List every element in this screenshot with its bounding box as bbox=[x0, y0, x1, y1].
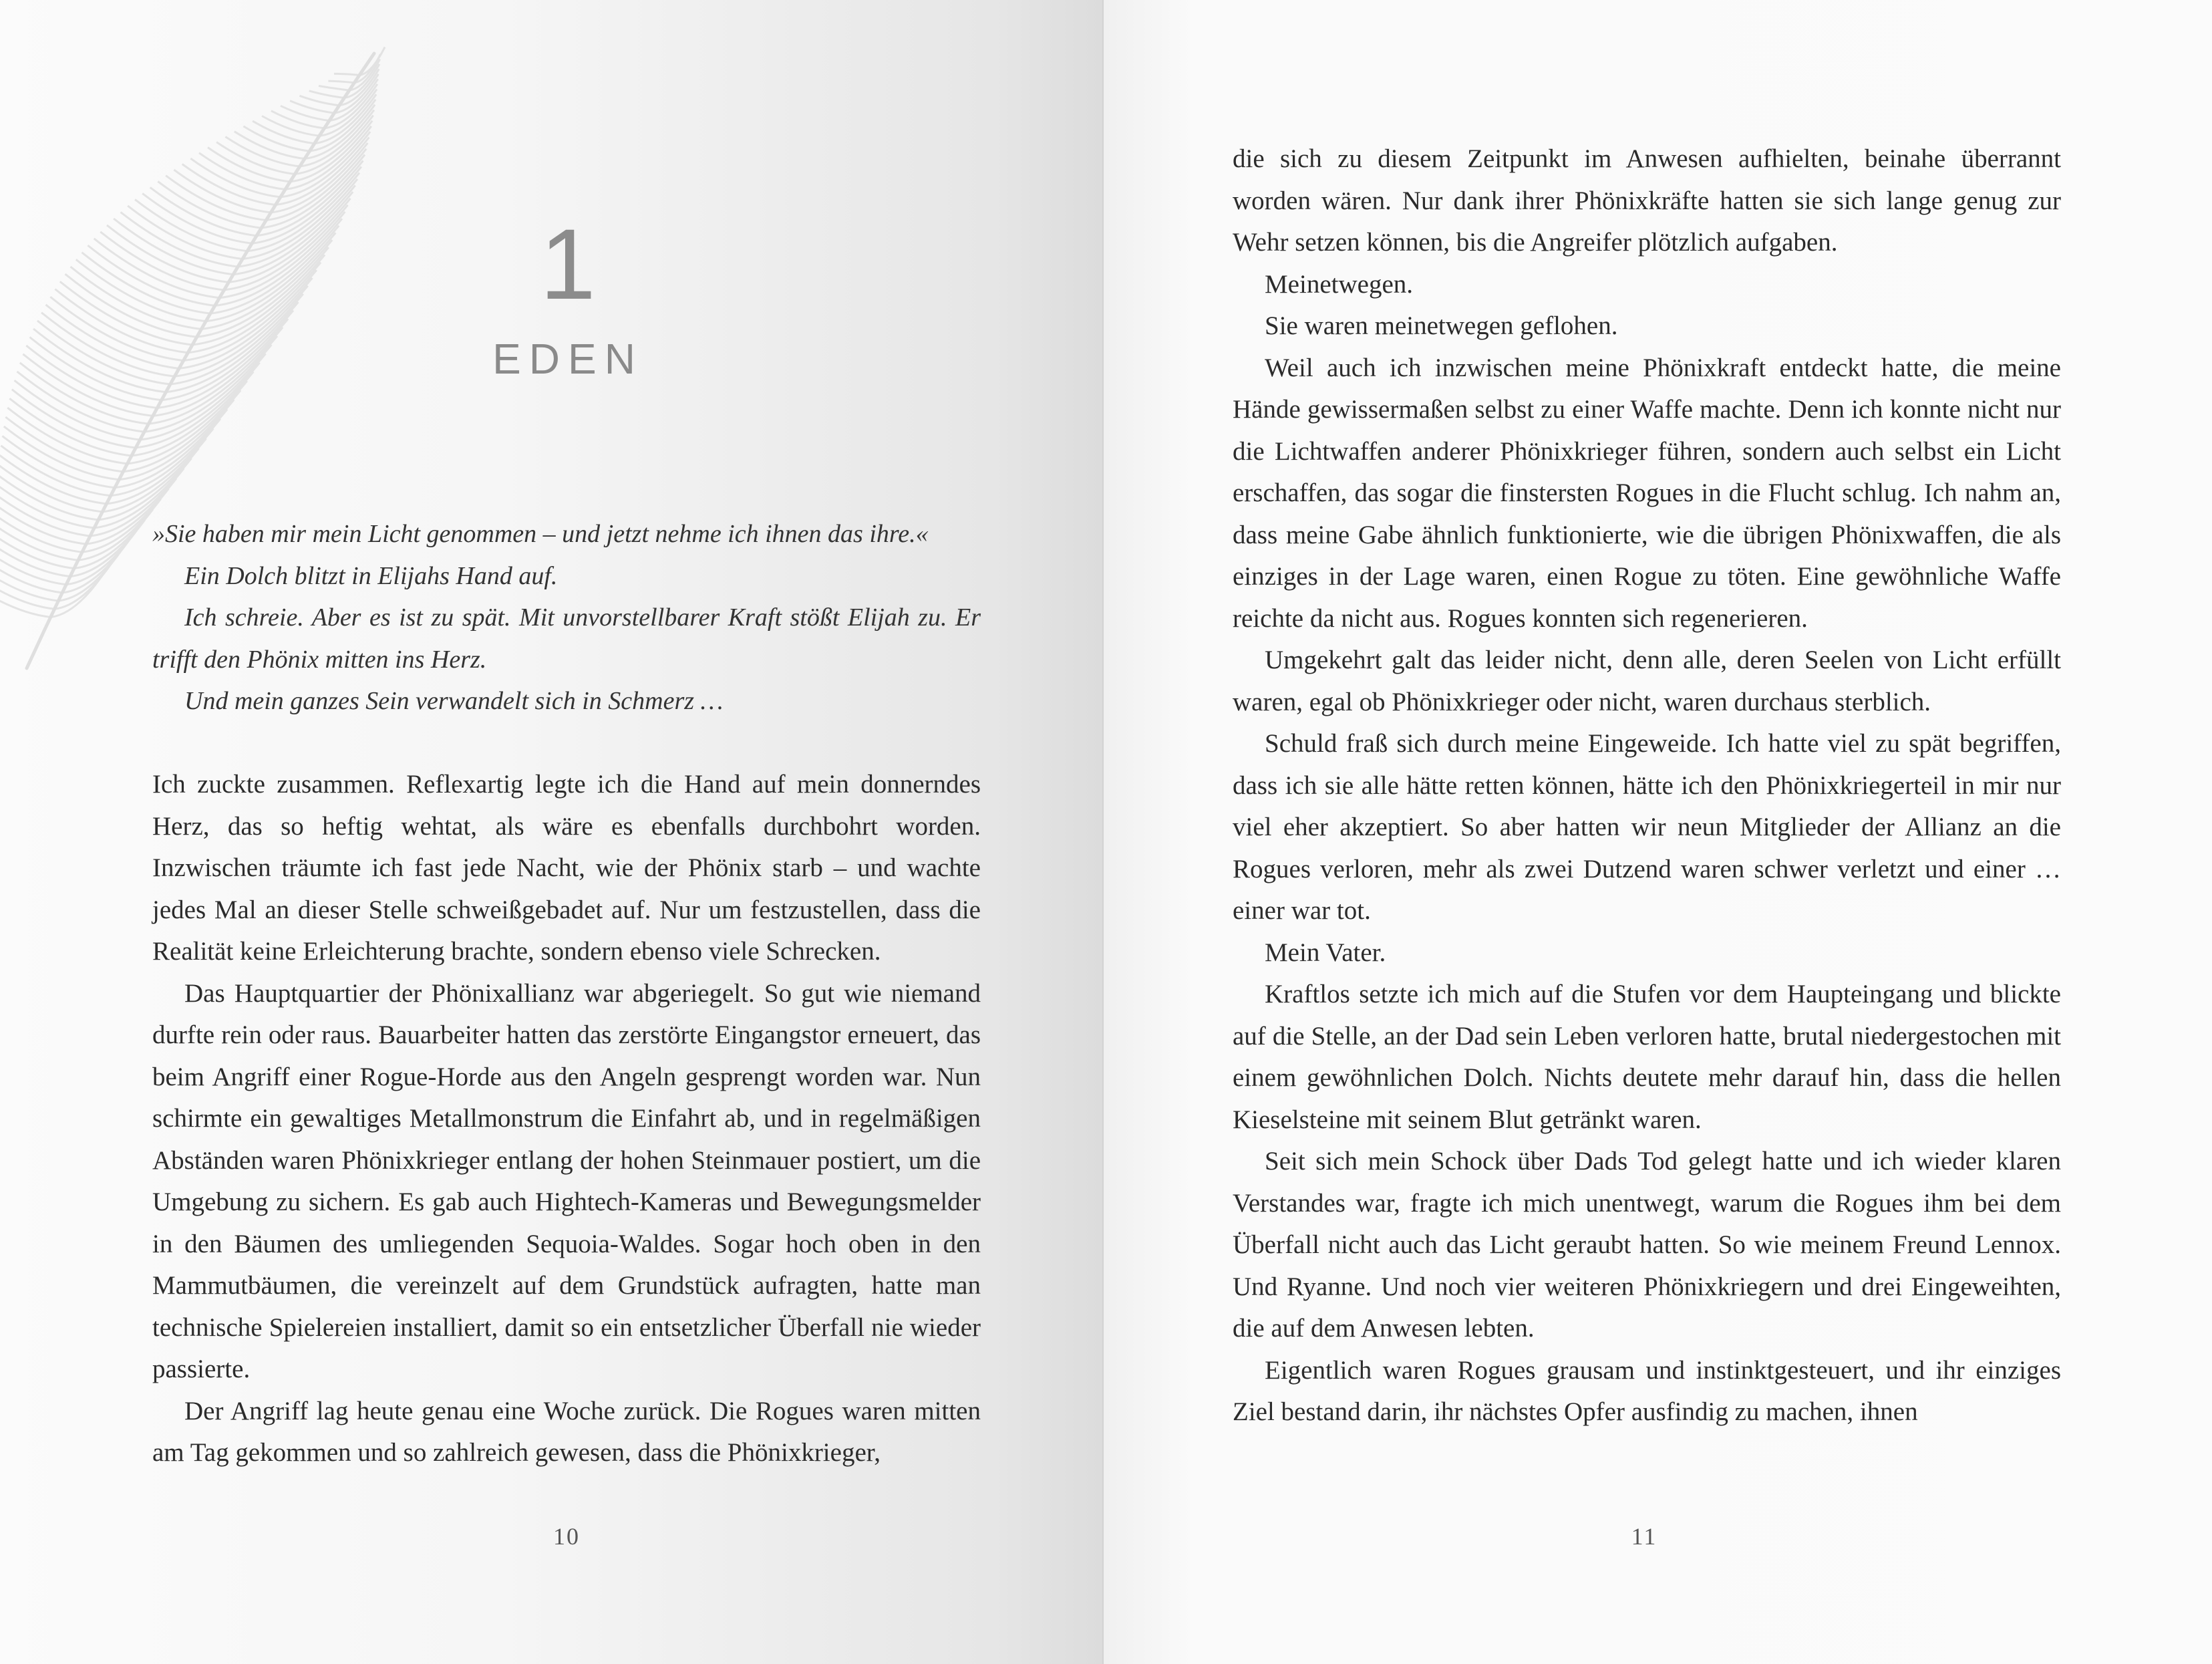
paragraph: Der Angriff lag heute genau eine Woche zurück. Die Rogues waren mitten am Tag gekommen und so zahlreich gewesen, dass die Phönixkrieger, bbox=[152, 1396, 981, 1467]
feather-barb bbox=[334, 74, 359, 75]
epigraph-line: Ich schreie. Aber es ist zu spät. Mit unvorstellbarer Kraft stößt Elijah zu. Er trifft den Phönix mitten ins Herz. bbox=[152, 603, 981, 674]
feather-barb bbox=[0, 536, 74, 568]
paragraph: Weil auch ich inzwischen meine Phönixkraft entdeckt hatte, die meine Hände gewissermaßen selbst zu einer Waffe machte. Denn ich konnte nicht nur die Lichtwaffen anderer Phönixkrieger führen, sondern auch selbst ein Licht erschaffen, das sogar die finstersten Rogues in die Flucht schlug. Ich nahm an, dass meine Gabe ähnlich funktionierte, wie die übrigen Phönixwaffen, die als einziges in der Lage waren, einen Rogue zu töten. Eine gewöhnliche Waffe reichte da nicht aus. Rogues konnten sich regenerieren. bbox=[1233, 353, 2061, 633]
feather-barb bbox=[0, 547, 70, 577]
paragraph: Eigentlich waren Rogues grausam und instinktgesteuert, und ihr einziges Ziel bestand darin, ihr nächstes Opfer ausfindig zu machen, ihnen bbox=[1233, 1355, 2061, 1426]
epigraph-line: Ein Dolch blitzt in Elijahs Hand auf. bbox=[184, 561, 558, 590]
paragraph: Kraftlos setzte ich mich auf die Stufen vor dem Haupteingang und blickte auf die Stelle, an der Dad sein Leben verloren hatte, brutal niedergestochen mit einem gewöhnlichen Dolch. Nichts deutete mehr darauf hin, dass die hellen Kieselsteine mit seinem Blut getränkt waren. bbox=[1233, 980, 2061, 1134]
right-body-text bbox=[1233, 138, 2061, 1433]
epigraph-line: »Sie haben mir mein Licht genommen – und jetzt nehme ich ihnen das ihre.« bbox=[152, 520, 929, 548]
paragraph: Sie waren meinetwegen geflohen. bbox=[1265, 311, 1618, 340]
epigraph bbox=[152, 513, 981, 722]
feather-barb bbox=[0, 567, 62, 593]
paragraph: Das Hauptquartier der Phönixallianz war abgeriegelt. So gut wie niemand durfte rein oder raus. Bauarbeiter hatten das zerstörte Eingangstor erneuert, das beim Angriff einer Rogue-Horde aus den Angeln gesprengt worden war. Nun schirmte ein gewaltiges Metallmonstrum die Einfahrt ab, und in regelmäßigen Abständen waren Phönixkrieger entlang der hohen Steinmauer postiert, um die Umgebung zu sichern. Es gab auch Hightech-Kameras und Bewegungsmelder in den Bäumen des umliegenden Sequoia-Waldes. Sogar hoch oben in den Mammutbäumen, die vereinzelt auf dem Grundstück aufragten, hatte man technische Spielereien installiert, damit so ein entsetzlicher Überfall nie wieder passierte. bbox=[152, 978, 981, 1383]
feather-barb bbox=[328, 81, 354, 83]
left-body-text bbox=[152, 764, 981, 1474]
right-page bbox=[1104, 0, 2212, 1664]
page-number-left: 10 bbox=[553, 1523, 580, 1550]
chapter-number: 1 bbox=[540, 208, 596, 320]
feather-barb bbox=[319, 86, 349, 91]
epigraph-line: Und mein ganzes Sein verwandelt sich in Schmerz … bbox=[184, 687, 724, 715]
feather-barb bbox=[225, 137, 299, 166]
feather-barb bbox=[234, 132, 305, 159]
paragraph: Meinetwegen. bbox=[1265, 269, 1414, 299]
feather-barb bbox=[150, 187, 257, 235]
feather-barb bbox=[243, 126, 309, 151]
paragraph: Schuld fraß sich durch meine Eingeweide. Ich hatte viel zu spät begriffen, dass ich sie alle hätte retten können, hätte ich den Phönixkriegerteil in mir nur viel eher akzeptiert. So aber hatten wir neun Mitglieder der Allianz an die Rogues verloren, mehr als zwei Dutzend waren schwer verletzt und einer … einer war tot. bbox=[1233, 729, 2061, 925]
paragraph: Umgekehrt galt das leider nicht, denn alle, deren Seelen von Licht erfüllt waren, egal ob Phönixkrieger oder nicht, waren durchaus sterblich. bbox=[1233, 646, 2061, 716]
feather-barb bbox=[216, 142, 295, 174]
feather-barb bbox=[142, 193, 252, 243]
paragraph: Seit sich mein Schock über Dads Tod gelegt hatte und ich wieder klaren Verstandes war, fragte ich mich unentwegt, warum die Rogues ihm bei dem Überfall nicht auch das Licht geraubt hatten. So wie meinem Freund Lennox. Und Ryanne. Und noch vier weiteren Phönixkriegern und drei Eingeweihten, die auf dem Anwesen lebten. bbox=[1233, 1147, 2061, 1343]
feather-barb bbox=[309, 91, 345, 98]
chapter-title: EDEN bbox=[492, 335, 643, 383]
paragraph: Ich zuckte zusammen. Reflexartig legte ich die Hand auf mein donnerndes Herz, das so heftig wehtat, als wäre es ebenfalls durchbohrt worden. Inzwischen träumte ich fast jede Nacht, wie der Phönix starb – und wachte jedes Mal an dieser Stelle schweißgebadet auf. Nur um festzustellen, dass die Realität keine Erleichterung brachte, sondern ebenso viele Schrecken. bbox=[152, 770, 981, 966]
page-number-right: 11 bbox=[1631, 1523, 1657, 1550]
left-page bbox=[0, 0, 1102, 1664]
feather-barb bbox=[0, 557, 66, 585]
paragraph: die sich zu diesem Zeitpunkt im Anwesen aufhielten, beinahe überrannt worden wären. Nur dank ihrer Phönixkräfte hatten sie sich lange genug zur Wehr setzen können, bis die Angreifer plötzlich aufgaben. bbox=[1233, 144, 2061, 257]
paragraph: Mein Vater. bbox=[1265, 938, 1386, 967]
